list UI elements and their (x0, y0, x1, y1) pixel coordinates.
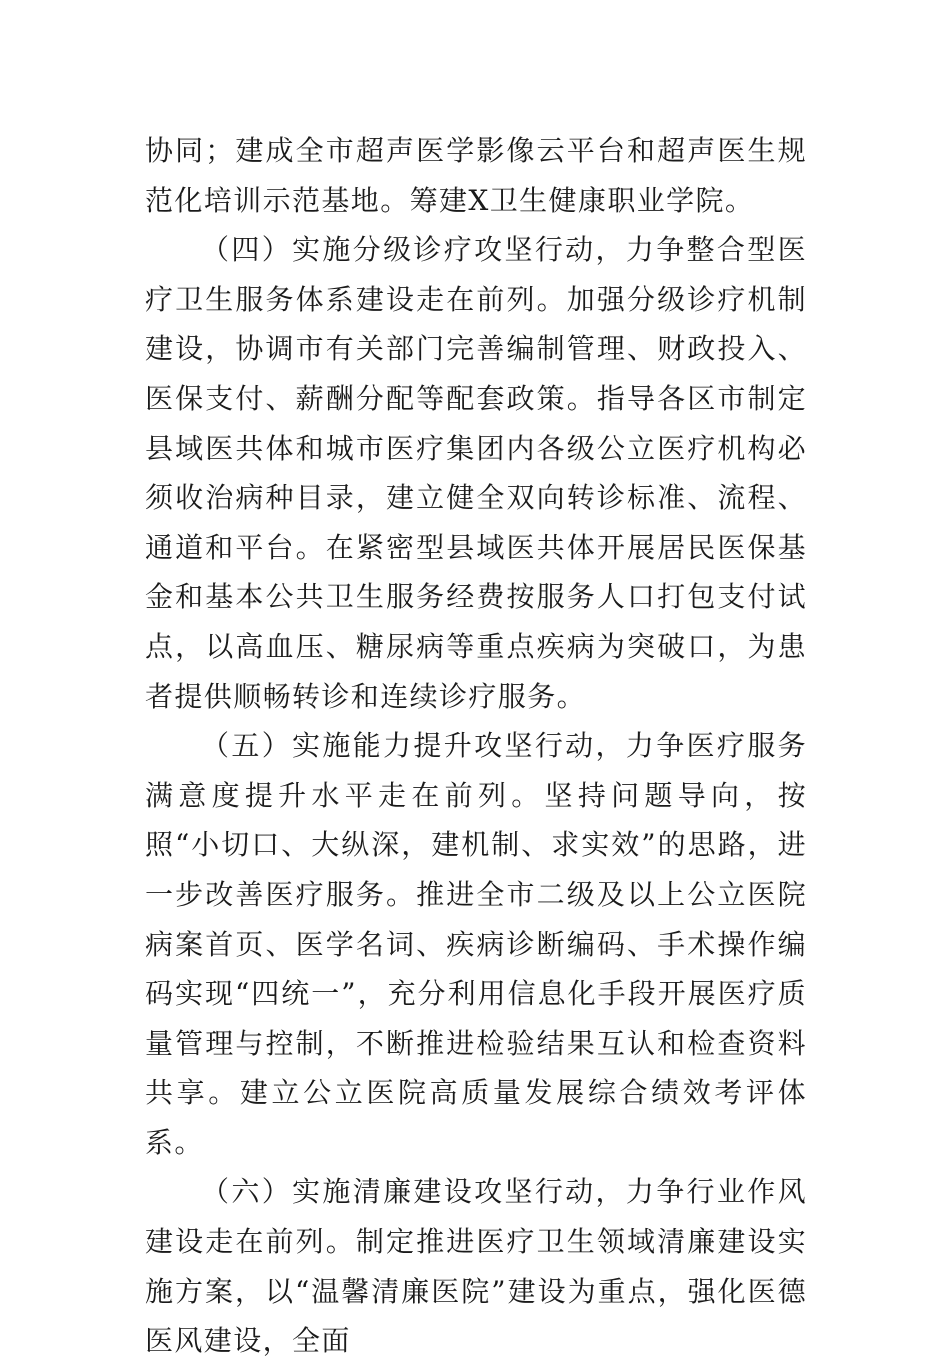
paragraph-section-5: （五）实施能力提升攻坚行动，力争医疗服务满意度提升水平走在前列。坚持问题导向，按照“小切口、大纵深，建机制、求实效”的思路，进一步改善医疗服务。推进全市二级及以上公立医院病案首页、医学名词、疾病诊断编码、手术操作编码实现“四统一”，充分利用信息化手段开展医疗质量管理与控制，不断推进检验结果互认和检查资料共享。建立公立医院高质量发展综合绩效考评体系。 (145, 729, 807, 1159)
paragraph-section-4: （四）实施分级诊疗攻坚行动，力争整合型医疗卫生服务体系建设走在前列。加强分级诊疗机制建设，协调市有关部门完善编制管理、财政投入、医保支付、薪酬分配等配套政策。指导各区市制定县域医共体和城市医疗集团内各级公立医疗机构必须收治病种目录，建立健全双向转诊标准、流程、通道和平台。在紧密型县域医共体开展居民医保基金和基本公共卫生服务经费按服务人口打包支付试点，以高血压、糖尿病等重点疾病为突破口，为患者提供顺畅转诊和连续诊疗服务。 (145, 233, 807, 713)
paragraph-section-6: （六）实施清廉建设攻坚行动，力争行业作风建设走在前列。制定推进医疗卫生领域清廉建设实施方案，以“温馨清廉医院”建设为重点，强化医德医风建设，全面 (145, 1175, 807, 1358)
document-body (145, 126, 807, 1366)
paragraph-continuation: 协同；建成全市超声医学影像云平台和超声医生规范化培训示范基地。筹建X卫生健康职业学院。 (145, 134, 807, 217)
